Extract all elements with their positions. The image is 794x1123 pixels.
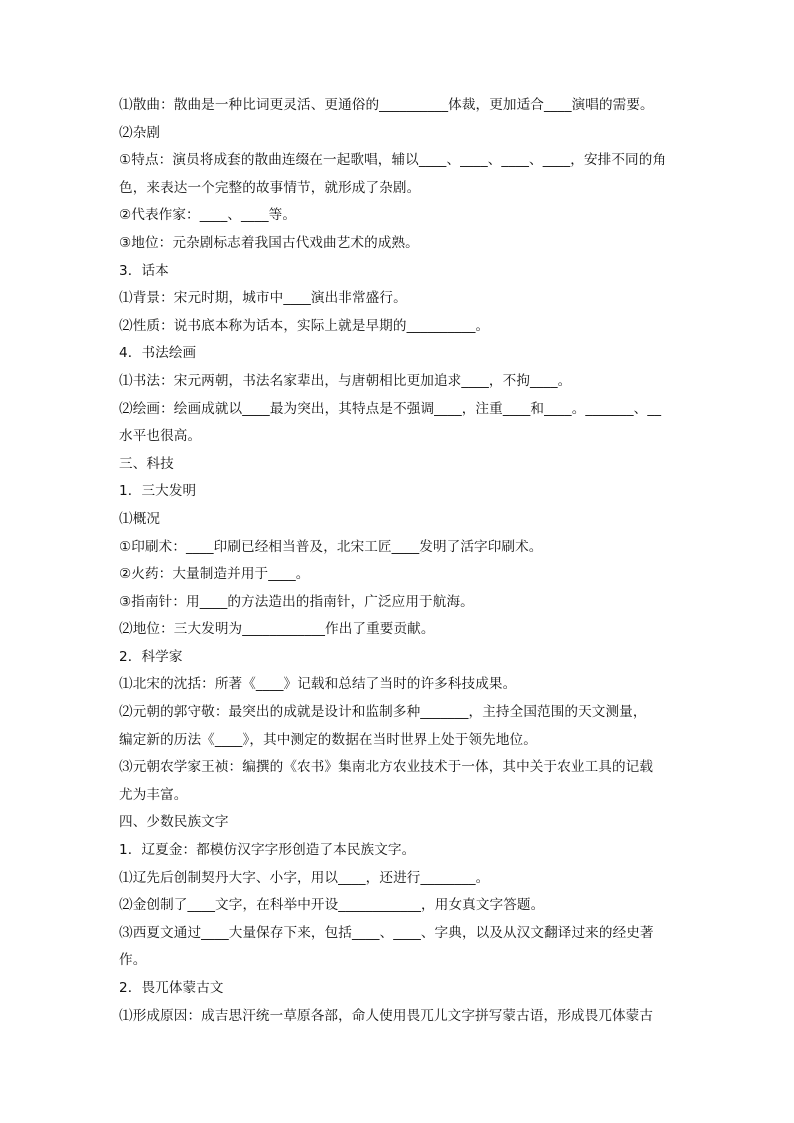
text-line: ⑵金创制了____文字，在科举中开设____________，用女真文字答题。 bbox=[119, 897, 545, 914]
text-line: ①特点：演员将成套的散曲连缀在一起歌唱，辅以____、____、____、____，安排不同的角 bbox=[119, 152, 667, 169]
text-line: ⑴北宋的沈括：所著《____》记载和总结了当时的许多科技成果。 bbox=[119, 676, 517, 693]
text-line: ⑶西夏文通过____大量保存下来，包括____、____、字典，以及从汉文翻译过来的经史著 bbox=[119, 924, 654, 941]
section-heading: 四、少数民族文字 bbox=[119, 814, 229, 831]
text-line: ③指南针：用____的方法造出的指南针，广泛应用于航海。 bbox=[119, 593, 474, 610]
text-line: ①印刷术：____印刷已经相当普及，北宋工匠____发明了活字印刷术。 bbox=[119, 538, 543, 555]
text-line: ⑴背景：宋元时期，城市中____演出非常盛行。 bbox=[119, 290, 407, 307]
text-line: 2．畏兀体蒙古文 bbox=[119, 980, 224, 996]
text-line: ⑴辽先后创制契丹大字、小字，用以____，还进行________。 bbox=[119, 869, 490, 886]
text-line: 水平也很高。 bbox=[119, 428, 202, 445]
text-line: ⑵性质：说书底本称为话本，实际上就是早期的__________。 bbox=[119, 317, 490, 334]
text-line: 4．书法绘画 bbox=[119, 345, 197, 362]
section-heading: 三、科技 bbox=[119, 455, 174, 472]
text-line: ⑴书法：宋元两朝，书法名家辈出，与唐朝相比更加追求____，不拘____。 bbox=[119, 372, 572, 389]
text-line: 色，来表达一个完整的故事情节，就形成了杂剧。 bbox=[119, 179, 421, 196]
text-line: ⑴散曲：散曲是一种比词更灵活、更通俗的__________体裁，更加适合____演唱的需要。 bbox=[119, 97, 654, 113]
text-line: 2．科学家 bbox=[119, 648, 183, 665]
text-line: ②火药：大量制造并用于____。 bbox=[119, 566, 310, 583]
text-line: ⑵元朝的郭守敬：最突出的成就是设计和监制多种_______，主持全国范围的天文测量， bbox=[119, 704, 647, 721]
text-line: ⑵地位：三大发明为____________作出了重要贡献。 bbox=[119, 621, 435, 638]
text-line: 1．辽夏金：都模仿汉字字形创造了本民族文字。 bbox=[119, 842, 416, 859]
text-line: 编定新的历法《____》，其中测定的数据在当时世界上处于领先地位。 bbox=[119, 731, 537, 748]
text-line: ⑴形成原因：成吉思汗统一草原各部，命人使用畏兀儿文字拼写蒙古语，形成畏兀体蒙古 bbox=[119, 1007, 654, 1024]
text-line: 1．三大发明 bbox=[119, 483, 197, 500]
text-line: 作。 bbox=[119, 952, 147, 969]
text-line: ②代表作家：____、____等。 bbox=[119, 207, 297, 224]
text-line: ③地位：元杂剧标志着我国古代戏曲艺术的成熟。 bbox=[119, 234, 419, 251]
text-line: 尤为丰富。 bbox=[119, 786, 188, 803]
text-line: ⑴概况 bbox=[119, 510, 161, 527]
text-line: ⑵绘画：绘画成就以____最为突出，其特点是不强调____，注重____和____。_______、__ bbox=[119, 400, 662, 417]
text-line: ⑵杂剧 bbox=[119, 124, 161, 141]
text-line: 3．话本 bbox=[119, 262, 169, 279]
document-body bbox=[119, 92, 679, 1030]
text-line: ⑶元朝农学家王祯：编撰的《农书》集南北方农业技术于一体，其中关于农业工具的记载 bbox=[119, 759, 654, 776]
